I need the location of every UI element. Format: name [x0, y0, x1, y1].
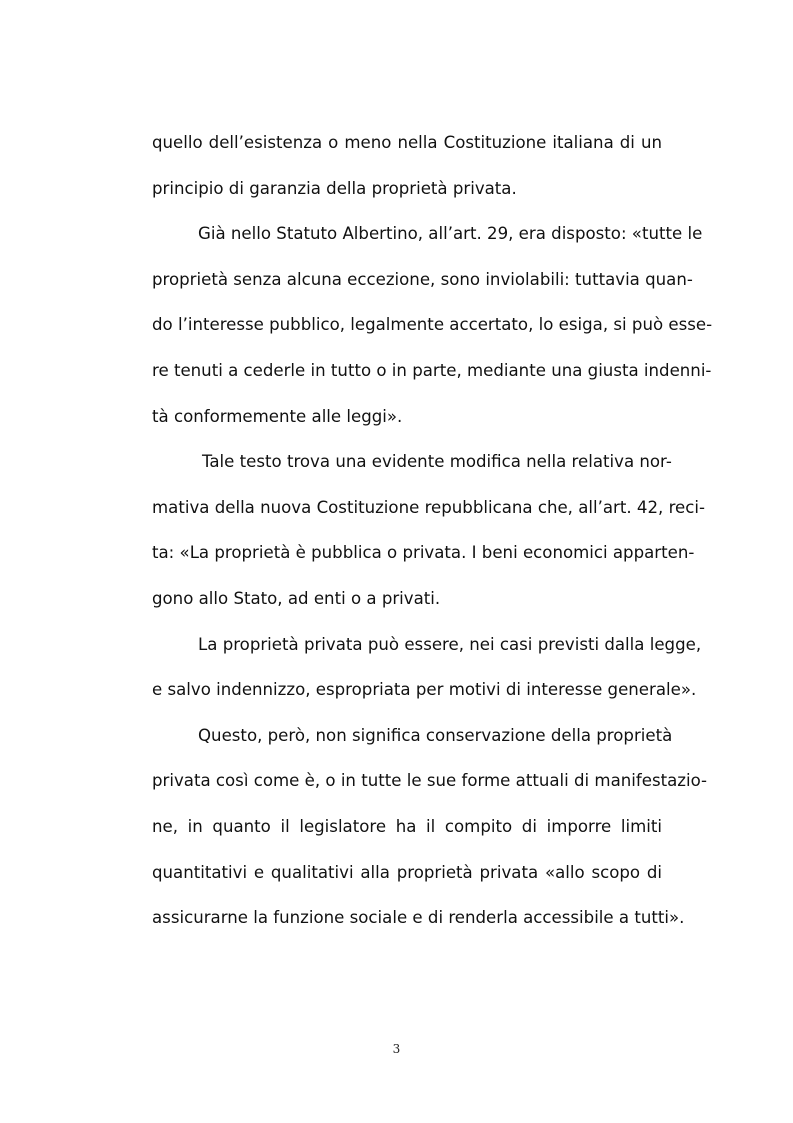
paragraph-start-line: Tale testo trova una evidente modifica nella relativa nor- [202, 452, 672, 472]
paragraph-start-line: Questo, però, non significa conservazione della proprietà [198, 725, 673, 745]
body-text [152, 124, 713, 945]
text-line: assicurarne la funzione sociale e di renderla accessibile a tutti». [152, 908, 685, 928]
text-line: quantitativi e qualitativi alla proprietà privata «allo scopo di [152, 862, 662, 882]
text-line: privata così come è, o in tutte le sue forme attuali di manifestazio- [152, 771, 708, 791]
page-number: 3 [392, 1042, 401, 1056]
paragraph-start-line: Già nello Statuto Albertino, all’art. 29, era disposto: «tutte le [198, 224, 703, 244]
text-line: principio di garanzia della proprietà privata. [152, 178, 517, 198]
text-line: ne, in quanto il legislatore ha il compito di imporre limiti [152, 816, 662, 836]
text-line: tà conformemente alle leggi». [152, 406, 403, 426]
text-line: mativa della nuova Costituzione repubblicana che, all’art. 42, reci- [152, 497, 705, 517]
text-line: ta: «La proprietà è pubblica o privata. I beni economici apparten- [152, 543, 695, 563]
text-line: do l’interesse pubblico, legalmente accertato, lo esiga, si può esse- [152, 315, 713, 335]
text-line: gono allo Stato, ad enti o a privati. [152, 588, 441, 608]
text-line: quello dell’esistenza o meno nella Costituzione italiana di un [152, 133, 662, 152]
text-line: e salvo indennizzo, espropriata per motivi di interesse generale». [152, 680, 697, 700]
paragraph-start-line: La proprietà privata può essere, nei casi previsti dalla legge, [198, 634, 702, 654]
text-line: re tenuti a cederle in tutto o in parte, mediante una giusta indenni- [152, 360, 712, 380]
text-line: proprietà senza alcuna eccezione, sono inviolabili: tuttavia quan- [152, 269, 693, 289]
